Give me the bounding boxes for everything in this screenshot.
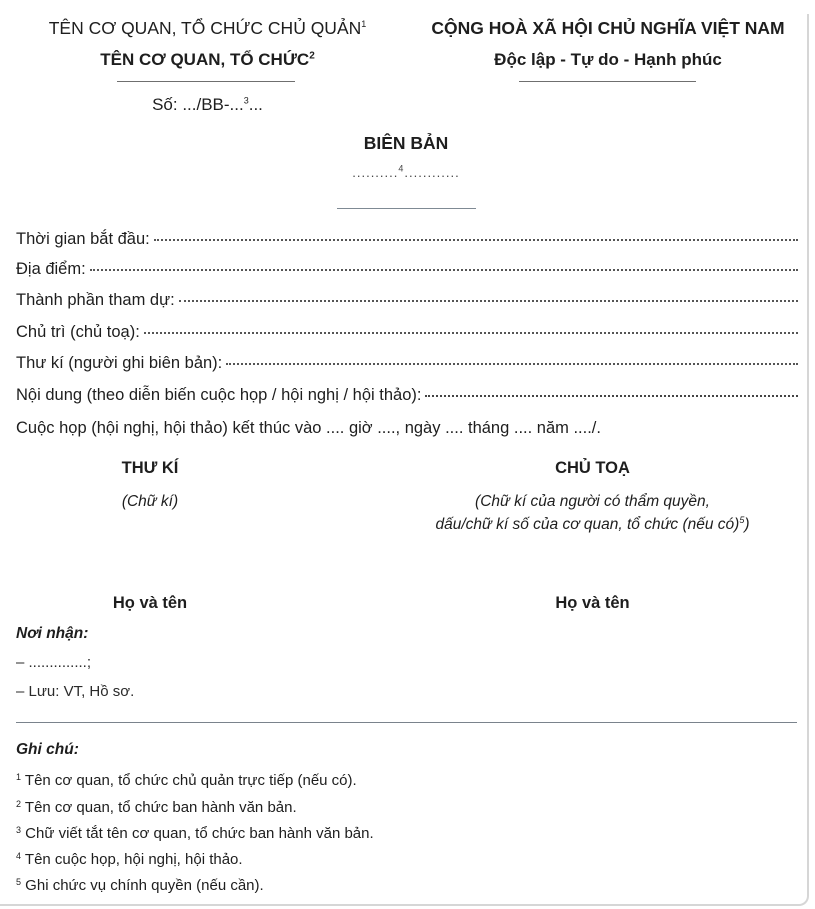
field-label: Thư kí (người ghi biên bản):	[16, 354, 223, 372]
field-label: Địa điểm:	[16, 260, 86, 278]
field-label: Chủ trì (chủ toạ):	[16, 323, 140, 341]
chair-name-label: Họ và tên	[555, 594, 630, 612]
note-text: Tên cơ quan, tổ chức chủ quản trực tiếp (nếu có).	[21, 772, 357, 789]
footnote-ref-2: 2	[309, 50, 315, 62]
note-number: 2	[16, 799, 22, 809]
footnote-ref-5: 5	[739, 514, 745, 525]
document-title: BIÊN BẢN	[363, 133, 449, 153]
chair-sign-note-line1: (Chữ kí của người có thẩm quyền,	[475, 493, 710, 510]
note-item	[16, 799, 297, 816]
note-item	[16, 825, 374, 842]
note-number: 4	[16, 851, 22, 861]
note-item	[16, 772, 357, 789]
note-text: Tên cơ quan, tổ chức ban hành văn bản.	[21, 799, 297, 816]
note-number: 3	[16, 825, 22, 835]
parent-org-name	[0, 18, 415, 39]
field-attendees	[16, 291, 798, 310]
parent-org-text: TÊN CƠ QUAN, TỔ CHỨC CHỦ QUẢN	[48, 18, 362, 38]
notes-divider	[16, 722, 797, 723]
chair-sign-close: )	[744, 516, 750, 533]
note-text: Tên cuộc họp, hội nghị, hội thảo.	[21, 851, 243, 868]
org-text: TÊN CƠ QUAN, TỔ CHỨC	[100, 50, 310, 69]
field-fill-line[interactable]	[144, 331, 798, 334]
field-fill-line[interactable]	[154, 238, 798, 241]
subtitle-dots-right: ............	[404, 165, 460, 180]
title-underline	[337, 208, 476, 209]
field-start-time	[16, 230, 798, 249]
nation-motto: Độc lập - Tự do - Hạnh phúc	[494, 50, 722, 69]
number-suffix: ...	[248, 95, 263, 114]
field-secretary	[16, 354, 798, 373]
document-number	[0, 95, 415, 115]
chair-title: CHỦ TOẠ	[555, 459, 630, 477]
secretary-title: THƯ KÍ	[121, 459, 179, 477]
field-fill-line[interactable]	[226, 362, 798, 365]
org-underline	[117, 81, 295, 82]
recipient-item: – Lưu: VT, Hồ sơ.	[16, 683, 135, 700]
field-fill-line[interactable]	[90, 268, 798, 271]
recipients-label: Nơi nhận:	[16, 625, 89, 642]
recipient-item: – ..............;	[16, 654, 92, 671]
meeting-end-line: Cuộc họp (hội nghị, hội thảo) kết thúc vào .... giờ ...., ngày .... tháng .... năm ..../.	[16, 419, 601, 437]
nation-title: CỘNG HOÀ XÃ HỘI CHỦ NGHĨA VIỆT NAM	[431, 18, 785, 38]
number-prefix: Số: .../BB-...	[152, 95, 244, 114]
field-label: Thời gian bắt đầu:	[16, 230, 150, 248]
org-name	[0, 50, 415, 70]
subtitle-dots-left: ..........	[352, 165, 399, 180]
note-number: 5	[16, 877, 22, 887]
motto-underline	[519, 81, 696, 82]
note-text: Chữ viết tắt tên cơ quan, tổ chức ban hành văn bản.	[21, 825, 374, 842]
chair-sign-text: dấu/chữ kí số của cơ quan, tổ chức (nếu có)	[435, 516, 740, 533]
note-item	[16, 851, 243, 868]
note-text: Ghi chức vụ chính quyền (nếu cần).	[21, 877, 264, 894]
document-subtitle	[300, 165, 512, 180]
note-item	[16, 877, 264, 894]
footnote-ref-4: 4	[398, 163, 405, 174]
notes-label: Ghi chú:	[16, 741, 79, 758]
note-number: 1	[16, 772, 22, 782]
secretary-sign-note: (Chữ kí)	[121, 493, 179, 510]
field-content	[16, 386, 798, 405]
field-label: Nội dung (theo diễn biến cuộc họp / hội nghị / hội thảo):	[16, 386, 422, 404]
field-chair	[16, 323, 798, 342]
secretary-name-label: Họ và tên	[112, 594, 188, 612]
field-label: Thành phần tham dự:	[16, 291, 175, 309]
field-location	[16, 260, 798, 279]
field-fill-line[interactable]	[425, 394, 798, 397]
field-fill-line[interactable]	[179, 299, 798, 302]
footnote-ref-1: 1	[361, 19, 367, 30]
chair-sign-note-line2	[420, 513, 765, 536]
footnote-ref-3: 3	[243, 95, 249, 106]
